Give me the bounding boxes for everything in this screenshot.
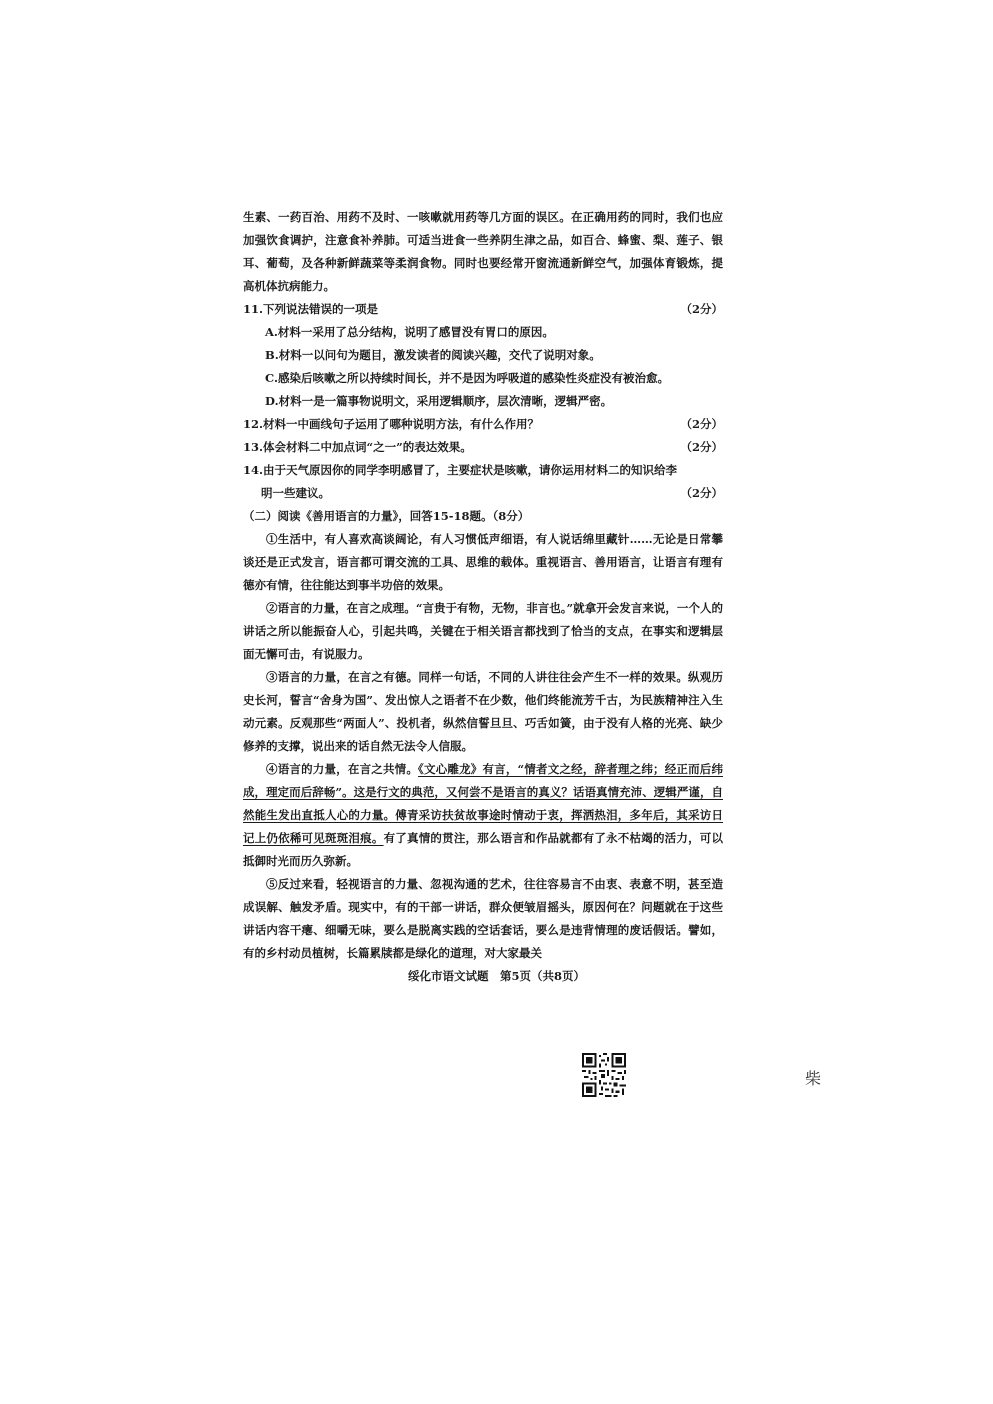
option-d: D.材料一是一篇事物说明文，采用逻辑顺序，层次清晰，逻辑严密。 — [265, 394, 613, 408]
question-14 — [243, 459, 723, 505]
question-12 — [243, 413, 723, 436]
question-13-text: 13.体会材料二中加点词“之一”的表达效果。 — [243, 440, 472, 454]
question-13-points: （2分） — [680, 440, 723, 454]
question-14-points: （2分） — [680, 486, 723, 500]
option-b: B.材料一以问句为题目，激发读者的阅读兴趣，交代了说明对象。 — [265, 348, 601, 362]
question-11-points: （2分） — [680, 302, 723, 316]
paragraph-4-lead: ④语言的力量，在言之共情。 — [266, 762, 419, 776]
intro-paragraph: 生素、一药百治、用药不及时、一咳嗽就用药等几方面的误区。在正确用药的同时，我们也应加强饮食调护，注意食补养肺。可适当进食一些养阴生津之品，如百合、蜂蜜、梨、莲子、银耳、葡萄，及各种新鲜蔬菜等柔润食物。同时也要经常开窗流通新鲜空气，加强体育锻炼，提高机体抗病能力。 — [243, 210, 723, 293]
paragraph-3: ③语言的力量，在言之有德。同样一句话，不同的人讲往往会产生不一样的效果。纵观历史长河，誓言“舍身为国”、发出惊人之语者不在少数，他们终能流芳千古，为民族精神注入生动元素。反观那些“两面人”、投机者，纵然信誓旦旦、巧舌如簧，由于没有人格的光亮、缺少修养的支撑，说出来的话自然无法令人信服。 — [243, 670, 723, 753]
paragraph-5: ⑤反过来看，轻视语言的力量、忽视沟通的艺术，往往容易言不由衷、表意不明，甚至造成误解、触发矛盾。现实中，有的干部一讲话，群众便皱眉摇头，原因何在？问题就在于这些讲话内容干瘪、细嚼无味，要么是脱离实践的空话套话，要么是违背情理的废话假话。譬如，有的乡村动员植树，长篇累牍都是绿化的道理，对大家最关 — [243, 877, 723, 960]
question-11-text: 11.下列说法错误的一项是 — [243, 302, 379, 316]
paragraph-4-underlined: 《文心雕龙》有言，“情者文之经，辞者理之纬；经正而后纬成，理定而后辞畅”。这是行文的典范，又何尝不是语言的真义？话语真情充沛、逻辑严谨，自然能生发出直抵人心的力量。傅青采访扶贫故事途时情动于衷，挥洒热泪，多年后，其采访日记上仍依稀可见斑斑泪痕。 — [243, 762, 723, 845]
question-11 — [243, 298, 723, 321]
page-footer: 绥化市语文试题 第5页（共8页） — [407, 969, 585, 983]
question-14-line1: 14.由于天气原因你的同学李明感冒了，主要症状是咳嗽，请你运用材料二的知识给李 — [243, 463, 678, 477]
question-12-points: （2分） — [680, 417, 723, 431]
side-character: 柴 — [805, 1069, 822, 1088]
option-a: A.材料一采用了总分结构，说明了感冒没有胃口的原因。 — [265, 325, 554, 339]
option-c: C.感染后咳嗽之所以持续时间长，并不是因为呼吸道的感染性炎症没有被治愈。 — [265, 371, 669, 385]
page-content — [243, 206, 723, 965]
paragraph-2: ②语言的力量，在言之成理。“言贵于有物，无物，非言也。”就拿开会发言来说，一个人的讲话之所以能振奋人心，引起共鸣，关键在于相关语言都找到了恰当的支点，在事实和逻辑层面无懈可击，有说服力。 — [243, 601, 723, 661]
question-14-line2: 明一些建议。 — [261, 486, 330, 500]
section-2-heading: （二）阅读《善用语言的力量》，回答15-18题。（8分） — [243, 509, 530, 523]
question-13 — [243, 436, 723, 459]
paragraph-4 — [243, 758, 723, 873]
paragraph-1: ①生活中，有人喜欢高谈阔论，有人习惯低声细语，有人说话绵里藏针……无论是日常攀谈还是正式发言，语言都可谓交流的工具、思维的载体。重视语言、善用语言，让语言有理有德亦有情，往往能达到事半功倍的效果。 — [243, 532, 723, 592]
question-12-text: 12.材料一中画线句子运用了哪种说明方法，有什么作用？ — [243, 417, 540, 431]
qr-code-icon — [582, 1053, 626, 1097]
paragraph-4-tail: 有了真情的贯注，那么语言和作品就都有了永不枯竭的活力，可以抵御时光而历久弥新。 — [243, 831, 724, 868]
